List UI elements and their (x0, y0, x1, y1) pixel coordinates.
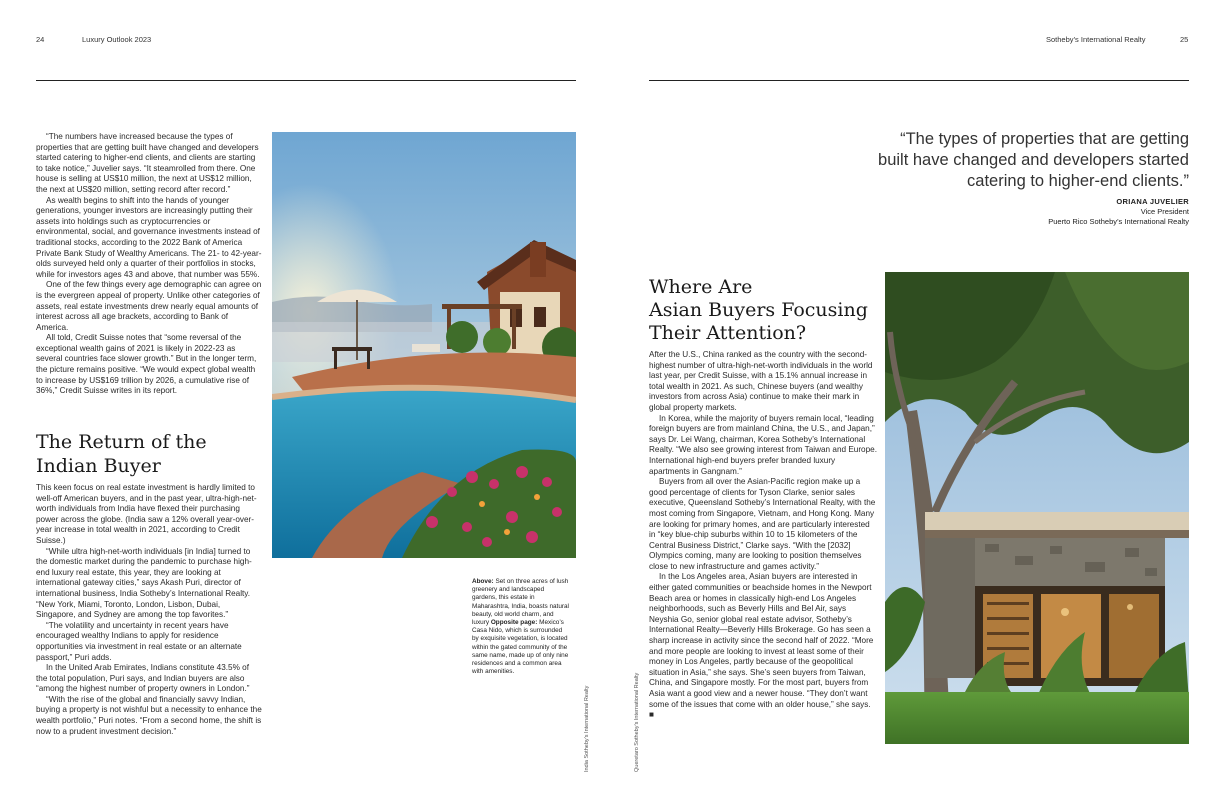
photo-credit-india: India Sotheby’s International Realty (584, 685, 590, 772)
paragraph: This keen focus on real estate investment is hardly limited to well-off American buyers, and in the past year, ultra-high-net-worth individuals from India have flexed their purchasing power across the globe. (India saw a 12% overall year-over-year increase in total wealth in 2021, according to Credit Suisse.) (36, 483, 257, 545)
pull-quote-line: “The types of properties that are getting (900, 130, 1189, 148)
paragraph: “While ultra high-net-worth individuals [in India] turned to the domestic market during the pandemic to purchase high-end luxury real estate, this year, they are looking at international gateway cities,” says Akash Puri, director of international business, India Sotheby’s International Realty. “New York, Miami, Toronto, London, Lisbon, Dubai, Singapore, and Sydney are among the top favorites.” (36, 546, 252, 620)
paragraph: All told, Credit Suisse notes that “some reversal of the exceptional wealth gains of 2021 is likely in 2022-23 as several countries face slower growth.” But in the longer term, the picture remains positive. “We would expect global wealth to increase by US$169 trillion by 2026, a cumulative rise of 36%,” Credit Suisse writes in its report. (36, 333, 257, 396)
paragraph: In the Los Angeles area, Asian buyers are interested in either gated communities or beachside homes in the Newport Beach area or homes in classically high-end Los Angeles neighborhoods, such as Beverly Hills and Bel Air, says Neyshia Go, senior global real estate advisor, Sotheby’s International Realty—Beverly Hills Brokerage. Go has seen a sharp increase in activity since the second half of 2022. “More and more people are looking to invest at least some of their money in Los Angeles, partly because of the geopolitical situation in Asia,” she says. She’s seen buyers from Taiwan, China, and Singapore mostly. For the most part, buyers from Asia want a good view and a newer house. “They don’t want some of the issues that come with an older house,” she says. ■ (649, 572, 874, 720)
heading-line: Indian Buyer (36, 455, 161, 477)
photo-caption (472, 578, 570, 676)
running-title-right: Sotheby’s International Realty (1046, 35, 1146, 44)
section-heading-indian-buyer (36, 430, 266, 478)
article-column-right (649, 350, 877, 721)
photo-credit-mexico: Queretaro Sotheby’s International Realty (634, 672, 640, 772)
heading-line: Asian Buyers Focusing (649, 299, 868, 321)
heading-line: Their Attention? (649, 322, 807, 344)
caption-text: Set on three acres of lush greenery and landscaped gardens, this estate in Maharashtra, India, boasts natural beauty, old world charm, and luxury (472, 578, 569, 627)
caption-text: Mexico’s Casa Nido, which is surrounded by exquisite vegetation, is located within the gated community of the same name, made up of only nine residences and a common area with amenities. (472, 619, 569, 676)
top-rule-left (36, 80, 576, 81)
page-number-right: 25 (1180, 35, 1189, 44)
page-number-left: 24 (36, 35, 45, 44)
heading-line: The Return of the (36, 431, 207, 453)
running-title-left: Luxury Outlook 2023 (82, 35, 152, 44)
quote-attribution (900, 197, 1189, 227)
section-heading-asian-buyers (649, 276, 881, 345)
article-column-left-top (36, 132, 262, 397)
paragraph: “With the rise of the global and financially savvy Indian, buying a property is not wishful but a necessity to enhance the wealth portfolio,” Puri notes. “From a second home, the shift is now to a prudent investment decision.” (36, 694, 262, 736)
photo-india-estate (272, 132, 576, 558)
paragraph: In the United Arab Emirates, Indians constitute 43.5% of the total population, Puri says, and Indian buyers are also “among the highest number of property owners in London.” (36, 663, 250, 694)
paragraph: “The numbers have increased because the types of properties that are getting built have changed and developers started catering to higher-end clients, and clients are starting to take notice,” Juvelier says. “It steamrolled from there. One house is selling at US$10 million, the next at US$12 million, the next at US$20 million, setting record after record.” (36, 132, 259, 194)
paragraph: “The volatility and uncertainty in recent years have encouraged wealthy Indians to apply for residence opportunities via investment in real estate or an alternate passport,” Puri adds. (36, 620, 242, 662)
paragraph: Buyers from all over the Asian-Pacific region make up a good percentage of clients for Tyson Clarke, senior sales executive, Queensland Sotheby’s International Realty, with the most coming from Singapore, Vietnam, and Hong Kong. Many are looking for primary homes, and are particularly interested in “key blue-chip suburbs within 10 to 15 kilometers of the Central Business District,” Clarke says. “With the [2032] Olympics coming, many are looking to position themselves close to new infrastructure and games activity.” (649, 477, 876, 571)
paragraph: After the U.S., China ranked as the country with the second-highest number of ultra-high-net-worth individuals in the world last year, per Credit Suisse, with a 15.1% annual increase in total wealth in 2021. As such, Chinese buyers (and wealthy investors from across Asia) continue to make their mark in global property markets. (649, 350, 873, 412)
caption-label-above: Above: (472, 578, 494, 585)
pull-quote-line: built have changed and developers started (878, 151, 1189, 169)
photo-casa-nido (885, 272, 1189, 744)
paragraph: One of the few things every age demographic can agree on is the evergreen appeal of property. Unlike other categories of assets, real estate investments drew nearly equal amounts of interest across all age brackets, according to Bank of America. (36, 280, 262, 332)
pull-quote-line: catering to higher-end clients.” (967, 172, 1189, 190)
paragraph: As wealth begins to shift into the hands of younger generations, younger investors are increasingly putting their assets into holdings such as cryptocurrencies or environmental, social, and governance investments instead of traditional stocks, according to the 2022 Bank of America Private Bank Study of Wealthy Americans. The 21- to 42-year-olds surveyed held only a quarter of their portfolios in stocks, while for investors ages 43 and above, that number was 55%. (36, 195, 262, 279)
attribution-title: Vice President (1140, 207, 1189, 216)
heading-line: Where Are (649, 276, 753, 298)
top-rule-right (649, 80, 1189, 81)
pull-quote (700, 129, 1189, 192)
paragraph: In Korea, while the majority of buyers remain local, “leading foreign buyers are from mainland China, the U.S., and Japan,” says Dr. Lei Wang, chairman, Korea Sotheby’s International Realty. “We also see growing interest from Taiwan and Europe. International high-end buyers prefer branded luxury apartments in Gangnam.” (649, 413, 877, 476)
article-column-left-bottom (36, 483, 262, 737)
attribution-company: Puerto Rico Sotheby’s International Realty (1048, 217, 1189, 226)
attribution-name: ORIANA JUVELIER (1116, 197, 1189, 206)
caption-label-opposite: Opposite page: (490, 619, 538, 627)
